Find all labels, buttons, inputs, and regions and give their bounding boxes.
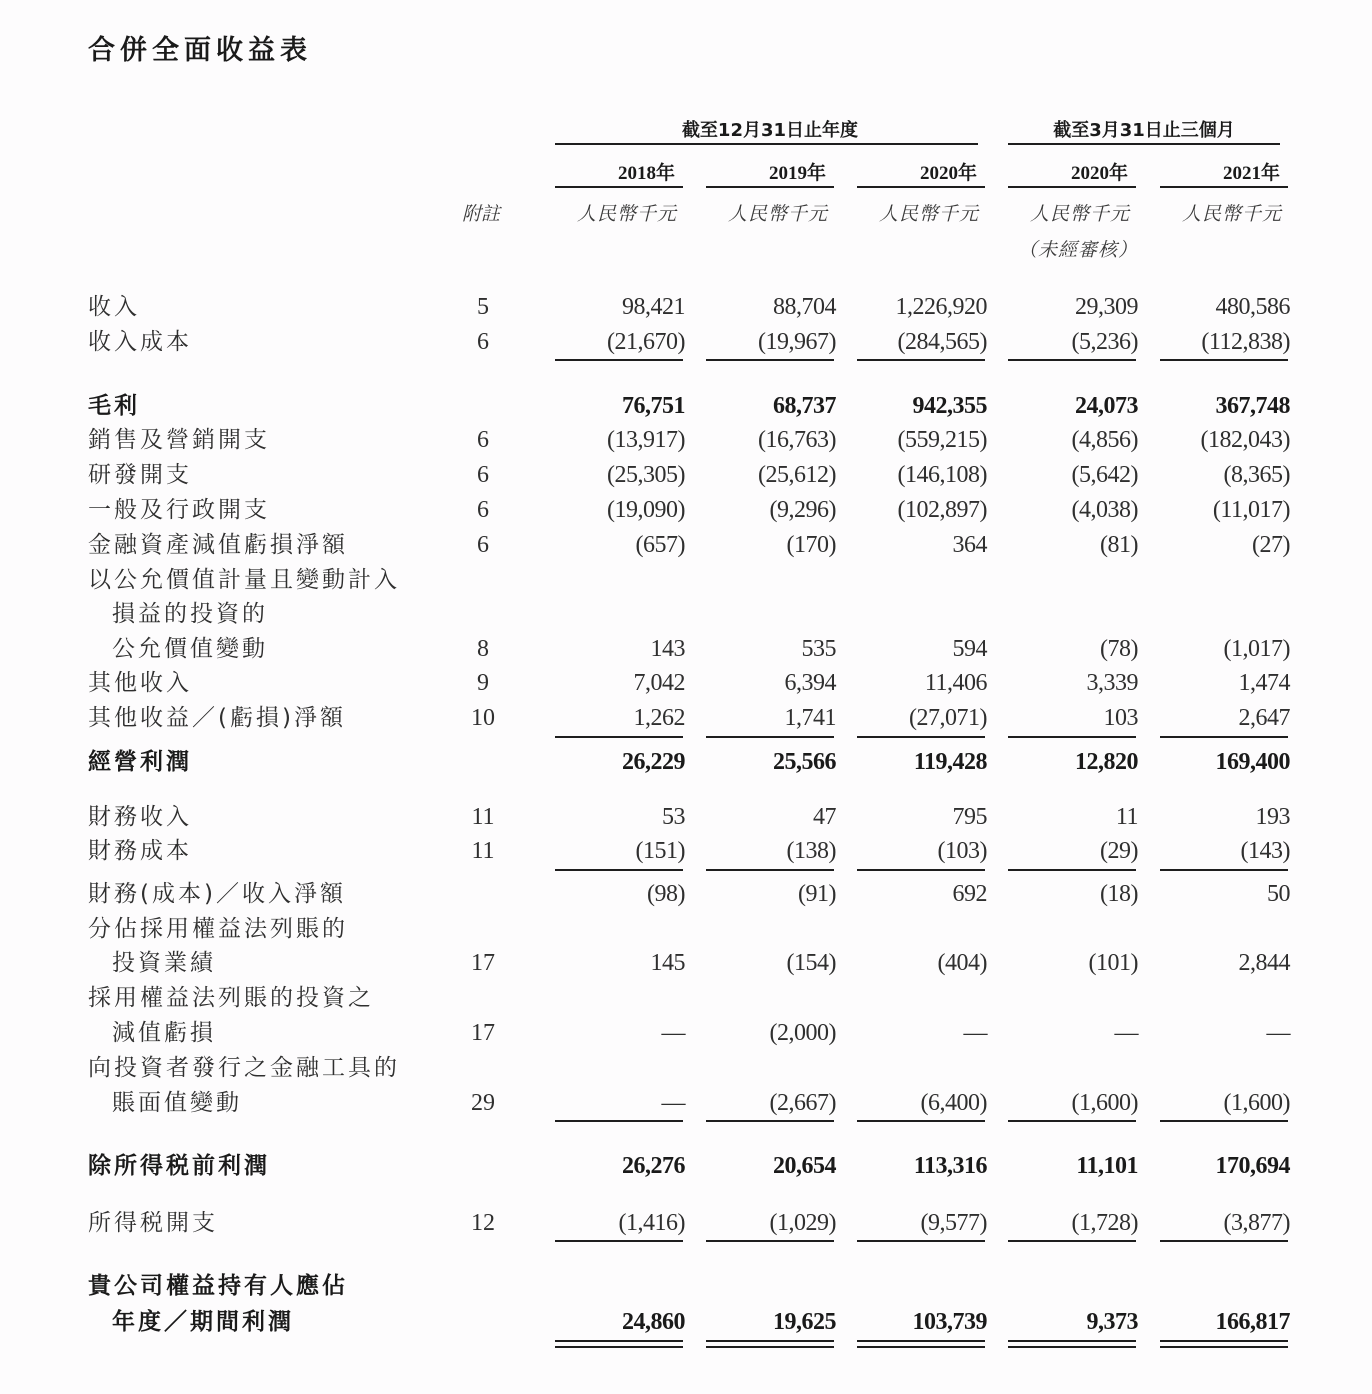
group-header-annual: 截至12月31日止年度: [681, 120, 859, 141]
table-row-impairment-financial-assets: [0, 528, 1372, 562]
cell: (182,043): [1200, 427, 1290, 453]
row-note: 6: [477, 329, 489, 355]
row-note: 5: [477, 294, 489, 320]
cell: (1,600): [1223, 1090, 1290, 1116]
subtotal-rule: [1160, 869, 1288, 871]
cell: 6,394: [784, 670, 836, 696]
row-label: 其他收入: [88, 670, 192, 696]
table-row-finance-income: [0, 800, 1372, 834]
table-row-other-gains-losses: [0, 701, 1372, 735]
cell: (16,763): [758, 427, 836, 453]
cell: 88,704: [773, 294, 836, 320]
cell: 2,647: [1238, 705, 1290, 731]
subtotal-rule: [857, 869, 985, 871]
cell: (5,236): [1071, 329, 1138, 355]
table-row-share-of-results: [0, 946, 1372, 980]
cell: —: [1114, 1020, 1138, 1046]
cell: (657): [635, 532, 685, 558]
cell: (29): [1100, 838, 1138, 864]
table-row-fair-value-change: [0, 632, 1372, 666]
cell: (19,967): [758, 329, 836, 355]
row-label-line: 採用權益法列賬的投資之: [88, 985, 374, 1011]
unit-label: 人民幣千元: [576, 203, 677, 225]
year-header-2019: 2019年: [768, 163, 826, 184]
unit-label: 人民幣千元: [878, 203, 979, 225]
group-rule-annual: [555, 143, 978, 145]
row-label: 金融資產減值虧損淨額: [88, 532, 348, 558]
cell: 9,373: [1086, 1309, 1138, 1335]
table-row-impairment-investments: [0, 1016, 1372, 1050]
cell: 1,262: [633, 705, 685, 731]
cell: 76,751: [622, 393, 685, 419]
cell: (9,577): [920, 1210, 987, 1236]
cell: —: [661, 1020, 685, 1046]
subtotal-rule: [857, 1120, 985, 1122]
cell: (3,877): [1223, 1210, 1290, 1236]
row-note: 6: [477, 427, 489, 453]
subtotal-rule: [1160, 359, 1288, 361]
table-row-gross-profit: [0, 389, 1372, 423]
cell: (8,365): [1223, 462, 1290, 488]
subtotal-rule: [857, 359, 985, 361]
table-row-finance-costs: [0, 834, 1372, 868]
cell: 25,566: [773, 749, 836, 775]
subtotal-rule: [555, 1120, 683, 1122]
cell: (1,728): [1071, 1210, 1138, 1236]
cell: 19,625: [773, 1309, 836, 1335]
cell: 53: [662, 804, 685, 830]
cell: (103): [937, 838, 987, 864]
row-label: 經營利潤: [88, 749, 192, 775]
total-double-rule: [1160, 1340, 1288, 1348]
cell: 594: [952, 636, 987, 662]
row-note: 9: [477, 670, 489, 696]
cell: (1,600): [1071, 1090, 1138, 1116]
cell: 143: [650, 636, 685, 662]
subtotal-rule: [1008, 1240, 1136, 1242]
cell: (4,856): [1071, 427, 1138, 453]
row-note: 11: [471, 838, 495, 864]
cell: (1,416): [618, 1210, 685, 1236]
row-note: 11: [471, 804, 495, 830]
subtotal-rule: [706, 359, 834, 361]
row-label-line: 年度／期間利潤: [112, 1309, 294, 1335]
row-label-line: 投資業績: [112, 950, 216, 976]
cell: —: [661, 1090, 685, 1116]
note-column-header: 附註: [462, 203, 501, 225]
row-note: 10: [471, 705, 495, 731]
cell: (146,108): [897, 462, 987, 488]
table-row-cost-of-revenue: [0, 325, 1372, 359]
cell: 145: [650, 950, 685, 976]
subtotal-rule: [1160, 1120, 1288, 1122]
cell: 1,741: [784, 705, 836, 731]
row-label-line: 損益的投資的: [112, 601, 268, 627]
table-row-selling-marketing: [0, 423, 1372, 457]
cell: (25,305): [607, 462, 685, 488]
cell: (25,612): [758, 462, 836, 488]
cell: 103: [1103, 705, 1138, 731]
cell: 12,820: [1075, 749, 1138, 775]
cell: 2,844: [1238, 950, 1290, 976]
cell: (19,090): [607, 497, 685, 523]
row-label: 財務成本: [88, 838, 192, 864]
statement-title: 合併全面收益表: [88, 35, 312, 66]
cell: (21,670): [607, 329, 685, 355]
table-row-operating-profit: [0, 745, 1372, 779]
cell: (2,000): [769, 1020, 836, 1046]
cell: 942,355: [912, 393, 987, 419]
cell: (112,838): [1201, 329, 1290, 355]
cell: 50: [1267, 881, 1290, 907]
row-note: 6: [477, 497, 489, 523]
cell: (18): [1100, 881, 1138, 907]
cell: 166,817: [1215, 1309, 1290, 1335]
row-label-line: 減值虧損: [112, 1020, 216, 1046]
row-label: 毛利: [88, 393, 140, 419]
subtotal-rule: [857, 736, 985, 738]
year-header-2020-q: 2020年: [1070, 163, 1128, 184]
year-header-2021-q: 2021年: [1222, 163, 1280, 184]
cell: 113,316: [913, 1153, 987, 1179]
table-row-revenue: [0, 290, 1372, 324]
cell: (1,029): [769, 1210, 836, 1236]
cell: 24,073: [1075, 393, 1138, 419]
cell: (2,667): [769, 1090, 836, 1116]
subtotal-rule: [555, 869, 683, 871]
cell: 795: [952, 804, 987, 830]
cell: (13,917): [607, 427, 685, 453]
cell: (78): [1100, 636, 1138, 662]
cell: (284,565): [897, 329, 987, 355]
cell: 98,421: [622, 294, 685, 320]
cell: 29,309: [1075, 294, 1138, 320]
cell: (9,296): [769, 497, 836, 523]
row-note: 29: [471, 1090, 495, 1116]
row-note: 12: [471, 1210, 495, 1236]
subtotal-rule: [706, 736, 834, 738]
year-rule: [1160, 186, 1288, 188]
table-row-income-tax: [0, 1206, 1372, 1240]
unit-label: 人民幣千元: [1029, 203, 1130, 225]
cell: (81): [1100, 532, 1138, 558]
total-double-rule: [706, 1340, 834, 1348]
row-label: 收入成本: [88, 329, 192, 355]
row-label: 財務收入: [88, 804, 192, 830]
cell: 26,229: [622, 749, 685, 775]
year-header-2018: 2018年: [617, 163, 675, 184]
row-note: 6: [477, 532, 489, 558]
cell: (154): [786, 950, 836, 976]
cell: 119,428: [913, 749, 987, 775]
cell: 535: [801, 636, 836, 662]
subtotal-rule: [555, 736, 683, 738]
cell: 24,860: [622, 1309, 685, 1335]
group-header-quarterly: 截至3月31日止三個月: [1053, 120, 1235, 141]
cell: (6,400): [920, 1090, 987, 1116]
cell: (11,017): [1212, 497, 1290, 523]
row-label-line: 公允價值變動: [112, 636, 268, 662]
subtotal-rule: [706, 1240, 834, 1242]
cell: (404): [937, 950, 987, 976]
cell: 26,276: [622, 1153, 685, 1179]
row-label: 所得税開支: [88, 1210, 218, 1236]
row-label-line: 貴公司權益持有人應佔: [88, 1273, 348, 1299]
row-note: 6: [477, 462, 489, 488]
cell: 3,339: [1086, 670, 1138, 696]
year-rule: [1008, 186, 1136, 188]
row-note: 17: [471, 950, 495, 976]
cell: 692: [952, 881, 987, 907]
cell: 170,694: [1215, 1153, 1290, 1179]
cell: (98): [647, 881, 685, 907]
unit-label: 人民幣千元: [1181, 203, 1282, 225]
table-row-carrying-amount-change: [0, 1086, 1372, 1120]
cell: 480,586: [1215, 294, 1290, 320]
table-row-profit-before-tax: [0, 1149, 1372, 1183]
subtotal-rule: [1008, 869, 1136, 871]
cell: (138): [786, 838, 836, 864]
year-rule: [857, 186, 985, 188]
group-rule-quarterly: [1008, 143, 1280, 145]
subtotal-rule: [1008, 736, 1136, 738]
row-label: 其他收益／(虧損)淨額: [88, 705, 346, 731]
cell: (151): [635, 838, 685, 864]
row-note: 8: [477, 636, 489, 662]
year-rule: [706, 186, 834, 188]
cell: 68,737: [773, 393, 836, 419]
cell: 11,406: [924, 670, 987, 696]
cell: 367,748: [1215, 393, 1290, 419]
table-row-net-finance: [0, 877, 1372, 911]
subtotal-rule: [706, 869, 834, 871]
table-row-other-income: [0, 666, 1372, 700]
row-label: 研發開支: [88, 462, 192, 488]
cell: (170): [786, 532, 836, 558]
subtotal-rule: [1160, 1240, 1288, 1242]
table-row-rnd: [0, 458, 1372, 492]
subtotal-rule: [555, 359, 683, 361]
table-row-profit-attributable: [0, 1305, 1372, 1339]
year-rule: [555, 186, 683, 188]
total-double-rule: [555, 1340, 683, 1348]
total-double-rule: [857, 1340, 985, 1348]
subtotal-rule: [857, 1240, 985, 1242]
row-note: 17: [471, 1020, 495, 1046]
row-label: 一般及行政開支: [88, 497, 270, 523]
unit-label: 人民幣千元: [727, 203, 828, 225]
cell: 7,042: [633, 670, 685, 696]
cell: 364: [952, 532, 987, 558]
cell: —: [1266, 1020, 1290, 1046]
subtotal-rule: [555, 1240, 683, 1242]
cell: (27): [1252, 532, 1290, 558]
cell: 11,101: [1076, 1153, 1138, 1179]
row-label-line: 賬面值變動: [112, 1090, 242, 1116]
row-label: 除所得税前利潤: [88, 1153, 270, 1179]
cell: (91): [798, 881, 836, 907]
cell: 193: [1255, 804, 1290, 830]
cell: 1,226,920: [895, 294, 987, 320]
row-label: 收入: [88, 294, 140, 320]
row-label-line: 分佔採用權益法列賬的: [88, 916, 348, 942]
cell: (102,897): [897, 497, 987, 523]
cell: (559,215): [897, 427, 987, 453]
cell: —: [963, 1020, 987, 1046]
cell: (101): [1088, 950, 1138, 976]
total-double-rule: [1008, 1340, 1136, 1348]
cell: (143): [1240, 838, 1290, 864]
cell: 11: [1115, 804, 1138, 830]
table-row-general-admin: [0, 493, 1372, 527]
row-label: 銷售及營銷開支: [88, 427, 270, 453]
cell: 20,654: [773, 1153, 836, 1179]
year-header-2020: 2020年: [919, 163, 977, 184]
cell: 103,739: [912, 1309, 987, 1335]
cell: (27,071): [909, 705, 987, 731]
subtotal-rule: [1160, 736, 1288, 738]
cell: 169,400: [1215, 749, 1290, 775]
cell: (1,017): [1223, 636, 1290, 662]
cell: (5,642): [1071, 462, 1138, 488]
cell: 47: [813, 804, 836, 830]
subtotal-rule: [1008, 359, 1136, 361]
unaudited-label: （未經審核）: [1017, 239, 1138, 261]
cell: 1,474: [1238, 670, 1290, 696]
subtotal-rule: [1008, 1120, 1136, 1122]
row-label: 財務(成本)／收入淨額: [88, 881, 346, 907]
row-label-line: 以公允價值計量且變動計入: [88, 567, 400, 593]
cell: (4,038): [1071, 497, 1138, 523]
subtotal-rule: [706, 1120, 834, 1122]
row-label-line: 向投資者發行之金融工具的: [88, 1055, 400, 1081]
